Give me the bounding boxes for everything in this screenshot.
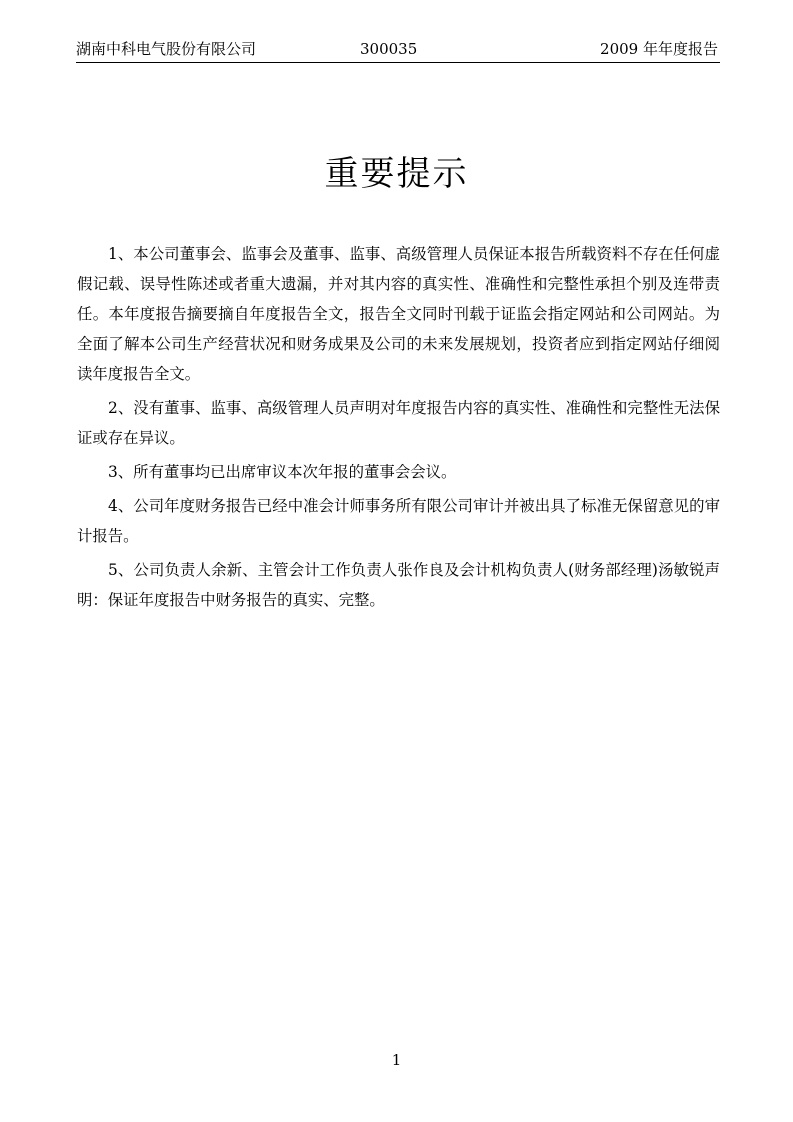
notice-paragraph-4: 4、公司年度财务报告已经中准会计师事务所有限公司审计并被出具了标准无保留意见的审计报告。 [77,497,720,545]
page-title: 重要提示 [324,154,469,194]
header-company-name: 湖南中科电气股份有限公司 [76,40,257,58]
notice-body [77,239,720,619]
header-stock-code: 300035 [360,40,418,58]
notice-paragraph-5: 5、公司负责人余新、主管会计工作负责人张作良及会计机构负责人(财务部经理)汤敏锐声明：保证年度报告中财务报告的真实、完整。 [77,561,720,609]
page-number: 1 [391,1051,402,1069]
header-report-name: 2009 年年度报告 [600,40,718,58]
notice-paragraph-2: 2、没有董事、监事、高级管理人员声明对年度报告内容的真实性、准确性和完整性无法保证或存在异议。 [77,399,720,447]
notice-paragraph-1: 1、本公司董事会、监事会及董事、监事、高级管理人员保证本报告所载资料不存在任何虚假记载、误导性陈述或者重大遗漏，并对其内容的真实性、准确性和完整性承担个别及连带责任。本年度报告摘要摘自年度报告全文，报告全文同时刊载于证监会指定网站和公司网站。为全面了解本公司生产经营状况和财务成果及公司的未来发展规划，投资者应到指定网站仔细阅读年度报告全文。 [77,245,720,383]
notice-paragraph-3: 3、所有董事均已出席审议本次年报的董事会会议。 [108,463,457,481]
page-header [76,34,720,63]
